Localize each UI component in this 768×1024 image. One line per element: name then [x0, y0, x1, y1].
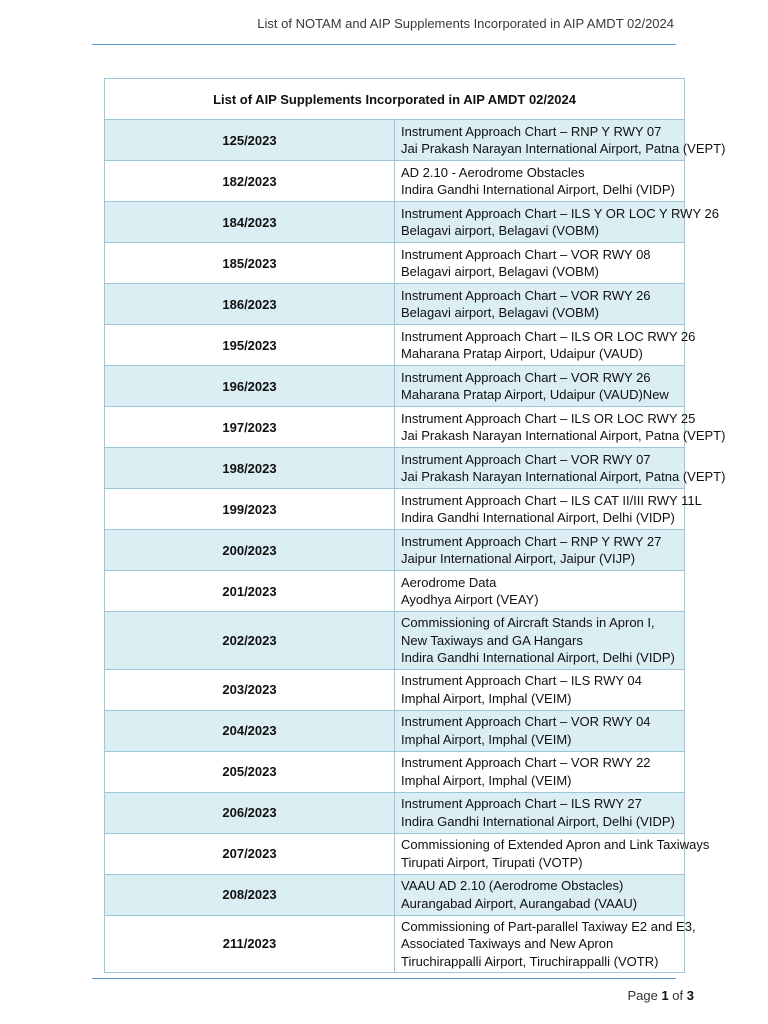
description-line: Jai Prakash Narayan International Airport, Patna (VEPT): [401, 469, 726, 484]
description-line: Instrument Approach Chart – RNP Y RWY 07: [401, 123, 662, 139]
supplement-number: 125/2023: [105, 120, 395, 161]
description-line: Instrument Approach Chart – VOR RWY 26: [401, 369, 651, 385]
description-line: Instrument Approach Chart – VOR RWY 26: [401, 287, 651, 303]
page-header: [92, 0, 676, 45]
description-line: Imphal Airport, Imphal (VEIM): [401, 690, 572, 706]
supplements-table: [104, 78, 726, 973]
supplement-description: [395, 202, 719, 243]
table-row: [105, 833, 685, 874]
supplement-description: [395, 448, 726, 489]
supplement-description: [395, 792, 685, 833]
description-line: VAAU AD 2.10 (Aerodrome Obstacles): [401, 878, 624, 893]
description-line: Aerodrome Data: [401, 574, 497, 590]
table-row: [105, 120, 685, 161]
table-row: [105, 874, 685, 915]
description-line: Instrument Approach Chart – VOR RWY 04: [401, 714, 651, 729]
supplement-number: 206/2023: [105, 792, 395, 833]
description-line: Indira Gandhi International Airport, Delhi (VIDP): [401, 650, 675, 665]
page-total: 3: [686, 988, 694, 1003]
table-row: [105, 284, 685, 325]
supplement-number: 200/2023: [105, 530, 395, 571]
description-line: Jai Prakash Narayan International Airport, Patna (VEPT): [401, 141, 726, 156]
description-line: Ayodhya Airport (VEAY): [401, 592, 539, 607]
table-row: [105, 612, 685, 670]
description-line: Indira Gandhi International Airport, Delhi (VIDP): [401, 813, 675, 829]
description-line: Instrument Approach Chart – ILS OR LOC RWY 25: [401, 410, 696, 426]
table-row: [105, 161, 685, 202]
supplement-number: 197/2023: [105, 407, 395, 448]
description-line: Instrument Approach Chart – ILS Y OR LOC Y RWY 26: [401, 205, 719, 221]
page-label: Page: [627, 988, 658, 1003]
supplement-number: 186/2023: [105, 284, 395, 325]
description-line: Instrument Approach Chart – ILS RWY 27: [401, 796, 642, 811]
table-row: [105, 915, 685, 973]
supplement-number: 204/2023: [105, 710, 395, 751]
description-line: Jaipur International Airport, Jaipur (VIJP): [401, 551, 636, 566]
description-line: Instrument Approach Chart – ILS OR LOC RWY 26: [401, 328, 696, 344]
description-line: Belagavi airport, Belagavi (VOBM): [401, 223, 599, 238]
description-line: Tiruchirappalli Airport, Tiruchirappalli (VOTR): [401, 953, 659, 969]
supplement-number: 203/2023: [105, 669, 395, 710]
description-line: Imphal Airport, Imphal (VEIM): [401, 731, 572, 747]
description-line: Instrument Approach Chart – VOR RWY 22: [401, 755, 651, 770]
table-row: [105, 489, 685, 530]
table-row: [105, 243, 685, 284]
supplement-number: 201/2023: [105, 571, 395, 612]
description-line: Instrument Approach Chart – VOR RWY 08: [401, 246, 651, 262]
supplement-description: [395, 710, 685, 751]
description-line: New Taxiways and GA Hangars: [401, 632, 583, 648]
description-line: Maharana Pratap Airport, Udaipur (VAUD)New: [401, 387, 669, 402]
table-row: [105, 792, 685, 833]
supplement-description: [395, 571, 685, 612]
table-row: [105, 325, 685, 366]
table-title: List of AIP Supplements Incorporated in AIP AMDT 02/2024: [105, 79, 685, 120]
supplement-number: 205/2023: [105, 751, 395, 792]
description-line: Aurangabad Airport, Aurangabad (VAAU): [401, 895, 638, 911]
table-row: [105, 669, 685, 710]
description-line: Commissioning of Part-parallel Taxiway E2 and E3,: [401, 918, 696, 934]
table-row: [105, 407, 685, 448]
supplement-number: 196/2023: [105, 366, 395, 407]
page-current: 1: [661, 988, 669, 1003]
description-line: Belagavi airport, Belagavi (VOBM): [401, 264, 599, 279]
supplement-number: 195/2023: [105, 325, 395, 366]
supplement-description: [395, 833, 710, 874]
supplement-number: 211/2023: [105, 915, 395, 973]
table-row: [105, 571, 685, 612]
description-line: Jai Prakash Narayan International Airport, Patna (VEPT): [401, 428, 726, 443]
description-line: Commissioning of Extended Apron and Link Taxiways: [401, 837, 710, 852]
description-line: Indira Gandhi International Airport, Delhi (VIDP): [401, 182, 675, 197]
supplement-number: 207/2023: [105, 833, 395, 874]
supplement-number: 199/2023: [105, 489, 395, 530]
supplement-description: [395, 751, 685, 792]
description-line: Associated Taxiways and New Apron: [401, 936, 614, 951]
description-line: Instrument Approach Chart – RNP Y RWY 27: [401, 533, 662, 549]
supplement-description: [395, 366, 685, 407]
supplement-description: [395, 407, 726, 448]
table-row: [105, 751, 685, 792]
supplement-number: 208/2023: [105, 874, 395, 915]
page-of: of: [672, 988, 684, 1003]
supplement-description: [395, 915, 696, 973]
table-row: [105, 448, 685, 489]
description-line: AD 2.10 - Aerodrome Obstacles: [401, 164, 585, 180]
supplement-description: [395, 120, 726, 161]
page-footer-rule: [92, 978, 676, 980]
description-line: Instrument Approach Chart – ILS RWY 04: [401, 673, 642, 688]
description-line: Instrument Approach Chart – VOR RWY 07: [401, 451, 651, 467]
supplement-number: 185/2023: [105, 243, 395, 284]
description-line: Belagavi airport, Belagavi (VOBM): [401, 305, 599, 320]
table-row: [105, 530, 685, 571]
description-line: Instrument Approach Chart – ILS CAT II/III RWY 11L: [401, 492, 702, 508]
header-title: List of NOTAM and AIP Supplements Incorporated in AIP AMDT 02/2024: [257, 16, 674, 31]
supplement-description: [395, 612, 685, 670]
description-line: Indira Gandhi International Airport, Delhi (VIDP): [401, 510, 675, 525]
supplement-description: [395, 530, 685, 571]
supplement-description: [395, 325, 696, 366]
supplement-description: [395, 243, 685, 284]
supplement-number: 198/2023: [105, 448, 395, 489]
supplement-description: [395, 874, 685, 915]
supplement-number: 182/2023: [105, 161, 395, 202]
supplement-number: 202/2023: [105, 612, 395, 670]
supplement-description: [395, 161, 685, 202]
table-body: [105, 120, 726, 973]
supplement-description: [395, 489, 702, 530]
supplement-description: [395, 284, 685, 325]
description-line: Maharana Pratap Airport, Udaipur (VAUD): [401, 346, 643, 361]
description-line: Commissioning of Aircraft Stands in Apron I,: [401, 615, 655, 630]
supplement-number: 184/2023: [105, 202, 395, 243]
description-line: Tirupati Airport, Tirupati (VOTP): [401, 854, 583, 870]
description-line: Imphal Airport, Imphal (VEIM): [401, 772, 572, 788]
table-row: [105, 366, 685, 407]
supplement-description: [395, 669, 685, 710]
page-number: [627, 988, 694, 1003]
table-row: [105, 202, 685, 243]
table-row: [105, 710, 685, 751]
